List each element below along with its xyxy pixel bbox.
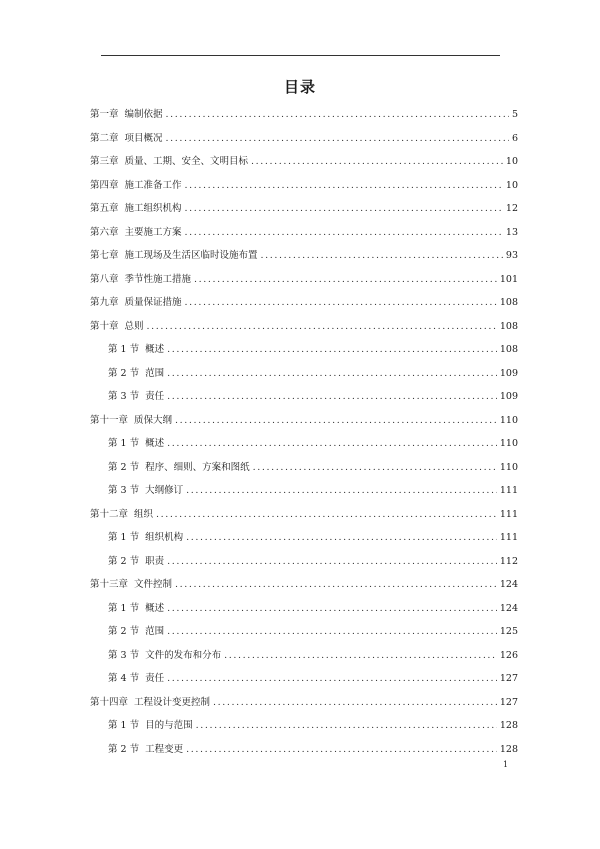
toc-dot-leader — [167, 620, 497, 644]
toc-chapter-entry[interactable] — [90, 503, 518, 527]
toc-entry-label: 项目概况 — [124, 132, 163, 144]
toc-entry-number: 第六章 — [90, 226, 119, 238]
toc-entry-page: 108 — [499, 344, 518, 355]
toc-entry-page: 12 — [505, 203, 518, 214]
header-rule — [101, 55, 500, 56]
toc-dot-leader — [156, 503, 497, 527]
toc-entry-page: 124 — [499, 602, 518, 614]
toc-chapter-entry[interactable] — [90, 573, 518, 597]
toc-dot-leader — [185, 197, 503, 221]
toc-chapter-entry[interactable] — [90, 150, 518, 174]
toc-dot-leader — [167, 432, 497, 456]
toc-entry-page: 128 — [499, 720, 518, 731]
toc-chapter-entry[interactable] — [90, 409, 518, 433]
toc-dot-leader — [167, 597, 497, 621]
toc-entry-page: 10 — [505, 179, 518, 191]
toc-entry-number: 第 2 节 — [108, 626, 140, 637]
toc-entry-label: 大纲修订 — [145, 485, 184, 496]
toc-section-entry[interactable] — [90, 526, 518, 550]
toc-entry-label: 质保大纲 — [134, 414, 173, 426]
toc-entry-page: 109 — [499, 367, 518, 379]
toc-entry-number: 第十一章 — [90, 414, 129, 426]
toc-entry-page: 108 — [499, 320, 518, 332]
toc-entry-page: 128 — [499, 743, 518, 755]
toc-entry-number: 第 3 节 — [108, 485, 140, 496]
toc-entry-number: 第 1 节 — [108, 344, 140, 355]
toc-entry-number: 第 1 节 — [108, 438, 140, 449]
toc-entry-page: 93 — [505, 250, 518, 261]
toc-section-entry[interactable] — [90, 432, 518, 456]
toc-entry-page: 110 — [499, 438, 518, 449]
toc-section-entry[interactable] — [90, 620, 518, 644]
toc-entry-number: 第 2 节 — [108, 461, 140, 473]
toc-dot-leader — [251, 150, 503, 174]
toc-entry-page: 6 — [511, 132, 518, 144]
toc-entry-page: 108 — [499, 297, 518, 308]
toc-dot-leader — [261, 244, 503, 268]
toc-entry-label: 工程变更 — [145, 743, 184, 755]
toc-dot-leader — [196, 714, 497, 738]
toc-entry-page: 110 — [499, 461, 518, 473]
toc-entry-label: 职责 — [145, 555, 165, 567]
toc-entry-number: 第五章 — [90, 203, 119, 214]
toc-entry-number: 第二章 — [90, 132, 119, 144]
toc-dot-leader — [166, 103, 509, 127]
toc-entry-label: 组织 — [134, 508, 154, 520]
toc-dot-leader — [167, 550, 497, 574]
toc-dot-leader — [175, 409, 497, 433]
toc-entry-label: 质量、工期、安全、文明目标 — [124, 156, 249, 167]
toc-entry-label: 责任 — [145, 673, 165, 684]
toc-entry-page: 111 — [499, 485, 518, 496]
toc-entry-number: 第 1 节 — [108, 720, 140, 731]
toc-entry-page: 124 — [499, 579, 518, 590]
toc-entry-label: 范围 — [145, 626, 165, 637]
toc-chapter-entry[interactable] — [90, 103, 518, 127]
toc-entry-label: 施工组织机构 — [124, 203, 182, 214]
toc-section-entry[interactable] — [90, 597, 518, 621]
toc-entry-number: 第九章 — [90, 297, 119, 308]
toc-section-entry[interactable] — [90, 385, 518, 409]
toc-entry-label: 概述 — [145, 438, 165, 449]
toc-entry-number: 第 3 节 — [108, 391, 140, 402]
toc-chapter-entry[interactable] — [90, 268, 518, 292]
toc-dot-leader — [147, 315, 497, 339]
toc-entry-label: 编制依据 — [124, 109, 163, 120]
toc-section-entry[interactable] — [90, 362, 518, 386]
toc-entry-label: 范围 — [145, 367, 165, 379]
toc-dot-leader — [186, 526, 497, 550]
toc-entry-label: 施工现场及生活区临时设施布置 — [124, 250, 258, 261]
toc-entry-number: 第 2 节 — [108, 555, 140, 567]
toc-dot-leader — [167, 385, 497, 409]
toc-entry-page: 112 — [499, 555, 518, 567]
table-of-contents — [90, 103, 518, 761]
toc-entry-page: 101 — [499, 273, 518, 285]
toc-entry-page: 111 — [499, 508, 518, 520]
toc-entry-page: 10 — [505, 156, 518, 167]
toc-entry-label: 施工准备工作 — [124, 179, 182, 191]
toc-entry-page: 109 — [499, 391, 518, 402]
toc-section-entry[interactable] — [90, 456, 518, 480]
toc-section-entry[interactable] — [90, 550, 518, 574]
toc-entry-label: 工程设计变更控制 — [134, 696, 211, 708]
toc-entry-label: 主要施工方案 — [124, 226, 182, 238]
toc-dot-leader — [186, 479, 497, 503]
toc-entry-page: 111 — [499, 532, 518, 543]
toc-entry-page: 5 — [511, 109, 518, 120]
toc-dot-leader — [167, 667, 497, 691]
toc-section-entry[interactable] — [90, 644, 518, 668]
toc-entry-number: 第 2 节 — [108, 367, 140, 379]
toc-entry-number: 第七章 — [90, 250, 119, 261]
toc-chapter-entry[interactable] — [90, 691, 518, 715]
toc-section-entry[interactable] — [90, 714, 518, 738]
toc-chapter-entry[interactable] — [90, 291, 518, 315]
page-title: 目录 — [283, 78, 316, 96]
toc-entry-label: 文件控制 — [134, 579, 173, 590]
toc-chapter-entry[interactable] — [90, 244, 518, 268]
toc-chapter-entry[interactable] — [90, 174, 518, 198]
toc-dot-leader — [167, 338, 497, 362]
toc-entry-label: 季节性施工措施 — [124, 273, 192, 285]
toc-entry-number: 第 2 节 — [108, 743, 140, 755]
toc-entry-number: 第 1 节 — [108, 602, 140, 614]
toc-entry-label: 总则 — [124, 320, 144, 332]
toc-entry-number: 第四章 — [90, 179, 119, 191]
toc-entry-page: 110 — [499, 414, 518, 426]
toc-entry-label: 概述 — [145, 344, 165, 355]
toc-dot-leader — [213, 691, 497, 715]
toc-dot-leader — [185, 291, 497, 315]
toc-dot-leader — [185, 174, 503, 198]
toc-dot-leader — [194, 268, 497, 292]
toc-dot-leader — [175, 573, 497, 597]
toc-entry-page: 126 — [499, 649, 518, 661]
toc-entry-label: 组织机构 — [145, 532, 184, 543]
toc-entry-label: 文件的发布和分布 — [145, 649, 222, 661]
toc-entry-number: 第十二章 — [90, 508, 129, 520]
toc-entry-number: 第十四章 — [90, 696, 129, 708]
toc-entry-label: 目的与范围 — [145, 720, 193, 731]
toc-chapter-entry[interactable] — [90, 197, 518, 221]
toc-entry-number: 第 3 节 — [108, 649, 140, 661]
toc-entry-page: 127 — [499, 696, 518, 708]
toc-entry-number: 第三章 — [90, 156, 119, 167]
toc-section-entry[interactable] — [90, 738, 518, 762]
toc-chapter-entry[interactable] — [90, 221, 518, 245]
toc-section-entry[interactable] — [90, 479, 518, 503]
toc-dot-leader — [224, 644, 497, 668]
toc-section-entry[interactable] — [90, 667, 518, 691]
toc-entry-number: 第十章 — [90, 320, 119, 332]
toc-entry-label: 程序、细则、方案和图纸 — [145, 461, 250, 473]
toc-dot-leader — [167, 362, 497, 386]
toc-entry-number: 第 1 节 — [108, 532, 140, 543]
toc-entry-number: 第一章 — [90, 109, 119, 120]
page-number: 1 — [503, 760, 509, 769]
toc-entry-page: 127 — [499, 673, 518, 684]
toc-entry-page: 125 — [499, 626, 518, 637]
toc-entry-label: 责任 — [145, 391, 165, 402]
toc-entry-number: 第 4 节 — [108, 673, 140, 684]
toc-dot-leader — [253, 456, 497, 480]
toc-chapter-entry[interactable] — [90, 127, 518, 151]
toc-section-entry[interactable] — [90, 338, 518, 362]
toc-entry-number: 第八章 — [90, 273, 119, 285]
toc-chapter-entry[interactable] — [90, 315, 518, 339]
toc-dot-leader — [185, 221, 503, 245]
toc-entry-label: 质量保证措施 — [124, 297, 182, 308]
toc-entry-page: 13 — [505, 226, 518, 238]
toc-entry-number: 第十三章 — [90, 579, 129, 590]
toc-entry-label: 概述 — [145, 602, 165, 614]
toc-dot-leader — [186, 738, 497, 762]
toc-dot-leader — [166, 127, 509, 151]
